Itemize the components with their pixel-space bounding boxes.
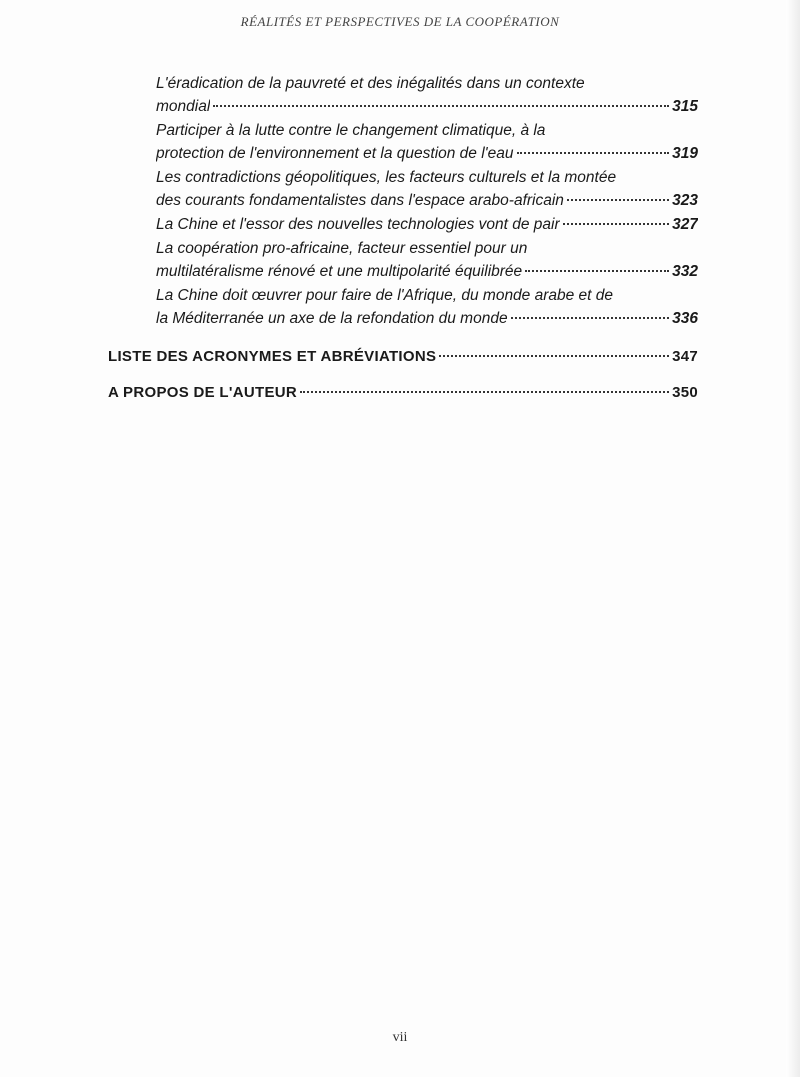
table-of-contents xyxy=(108,72,698,404)
toc-entry-title-line2: protection de l'environnement et la question de l'eau xyxy=(156,145,514,162)
page-number: vii xyxy=(392,1030,408,1045)
toc-main-entry-title: A PROPOS DE L'AUTEUR xyxy=(108,384,298,401)
dot-leader xyxy=(213,105,669,107)
toc-entry-title-line2: mondial xyxy=(156,98,211,115)
toc-entry-page: 332 xyxy=(672,263,698,280)
toc-entry[interactable] xyxy=(156,213,698,236)
toc-entry-title-line1: La Chine doit œuvrer pour faire de l'Afrique, du monde arabe et de xyxy=(156,287,614,304)
toc-entry[interactable] xyxy=(156,237,698,283)
toc-entry-title-line1: Les contradictions géopolitiques, les facteurs culturels et la montée xyxy=(156,169,617,186)
dot-leader xyxy=(567,199,669,201)
toc-entry[interactable] xyxy=(156,72,698,118)
toc-main-entry-page: 347 xyxy=(672,348,698,365)
dot-leader xyxy=(563,223,669,225)
toc-entry[interactable] xyxy=(156,284,698,330)
running-header: RÉALITÉS ET PERSPECTIVES DE LA COOPÉRATION xyxy=(240,14,560,29)
toc-entry-title: La Chine et l'essor des nouvelles technologies vont de pair xyxy=(156,216,560,233)
toc-main-entry-page: 350 xyxy=(672,384,698,401)
toc-entry-page: 319 xyxy=(672,145,698,162)
toc-entry-page: 336 xyxy=(672,310,698,327)
toc-entry-title-line1: L'éradication de la pauvreté et des inégalités dans un contexte xyxy=(156,75,585,92)
toc-entry-title-line1: La coopération pro-africaine, facteur essentiel pour un xyxy=(156,240,528,257)
toc-entry-title-line2: la Méditerranée un axe de la refondation du monde xyxy=(156,310,508,327)
dot-leader xyxy=(517,152,670,154)
toc-main-entry-author[interactable] xyxy=(108,382,698,404)
toc-entry-title-line2: multilatéralisme rénové et une multipolarité équilibrée xyxy=(156,263,523,280)
toc-main-entry-acronyms[interactable] xyxy=(108,346,698,368)
dot-leader xyxy=(439,355,669,357)
toc-main-entry-title: LISTE DES ACRONYMES ET ABRÉVIATIONS xyxy=(108,348,437,365)
dot-leader xyxy=(300,391,669,393)
toc-entry-page: 327 xyxy=(672,216,698,233)
dot-leader xyxy=(511,317,670,319)
toc-entry-page: 323 xyxy=(672,192,698,209)
page-edge-shadow xyxy=(786,0,800,1077)
toc-entry-title-line2: des courants fondamentalistes dans l'espace arabo-africain xyxy=(156,192,564,209)
toc-entry[interactable] xyxy=(156,119,698,165)
toc-entry-title-line1: Participer à la lutte contre le changement climatique, à la xyxy=(156,122,546,139)
dot-leader xyxy=(525,270,669,272)
toc-entry[interactable] xyxy=(156,166,698,212)
toc-entry-page: 315 xyxy=(672,98,698,115)
